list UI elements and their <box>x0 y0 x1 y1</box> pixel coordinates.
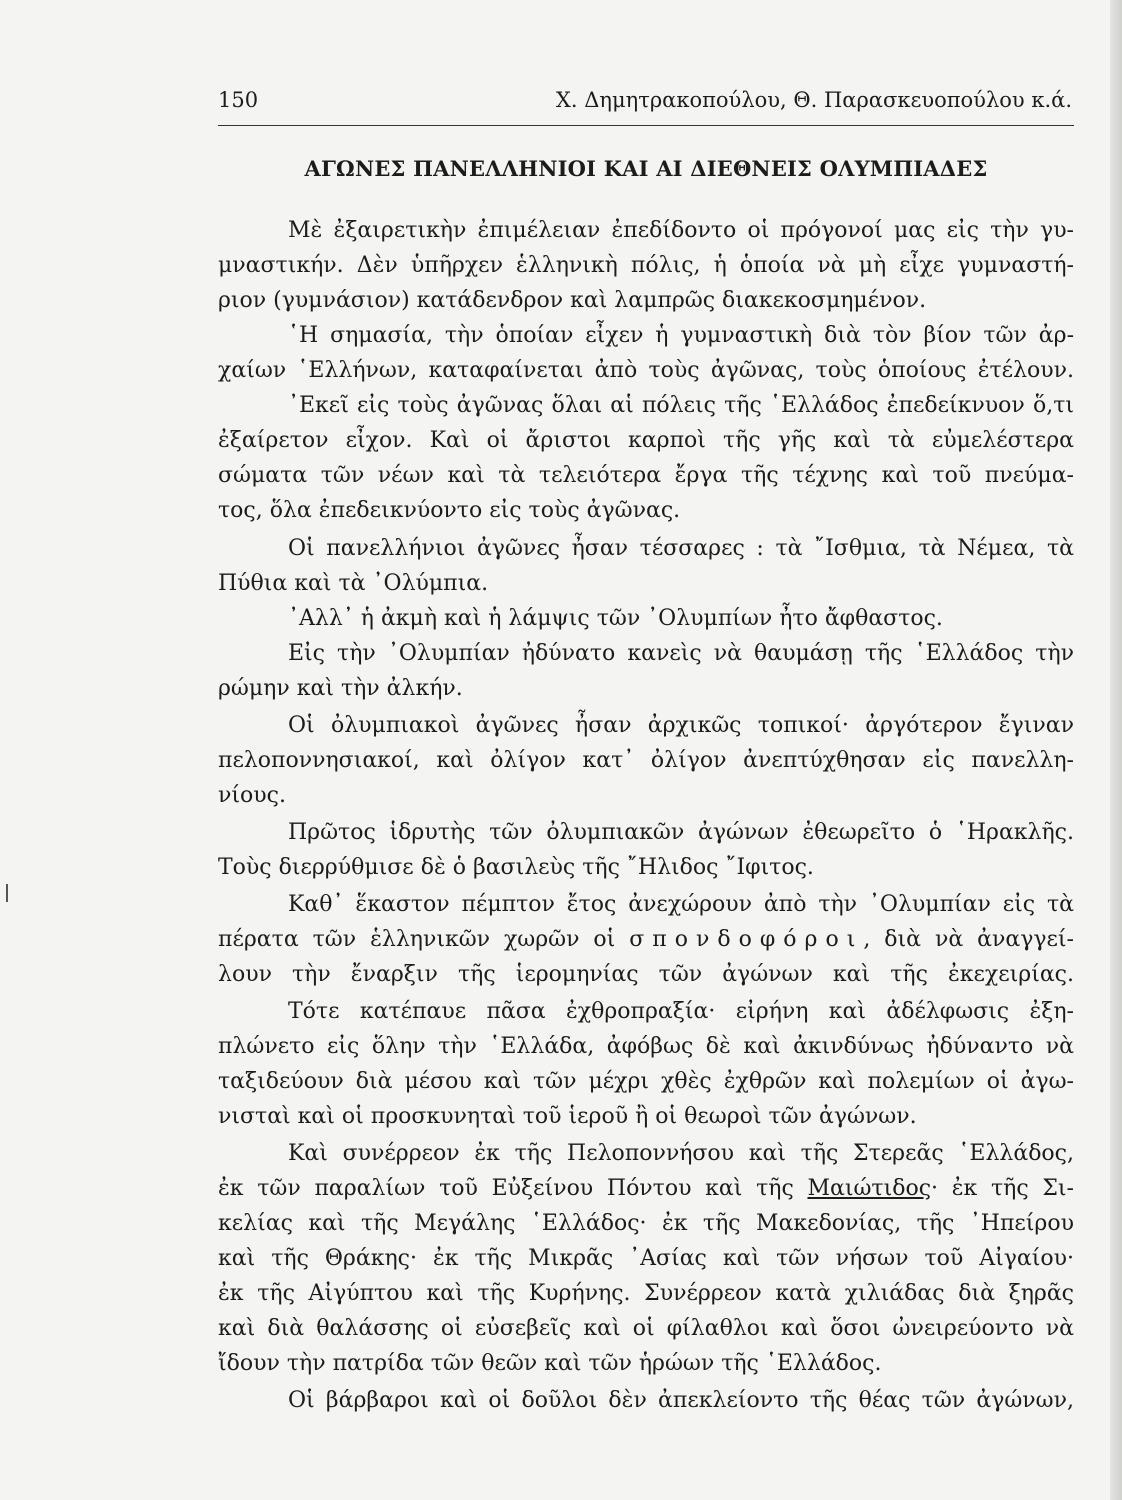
text-line: πελοποννησιακοί, καὶ ὀλίγον κατ᾿ ὀλίγον ἀνεπτύχθησαν εἰς πανελλη- <box>218 748 1074 773</box>
text-fragment: πέρατα τῶν ἑλληνικῶν χωρῶν οἱ <box>218 927 616 952</box>
text-line: ταξιδεύουν διὰ μέσου καὶ τῶν μέχρι χθὲς ἐχθρῶν καὶ πολεμίων οἱ ἀγω- <box>218 1069 1074 1094</box>
text-line <box>218 1172 1074 1206</box>
text-line <box>218 923 1074 957</box>
text-line: ἐξαίρετον εἶχον. Καὶ οἱ ἄριστοι καρποὶ τῆς γῆς καὶ τὰ εὐμελέστερα <box>218 428 1074 453</box>
text-line: κελίας καὶ τῆς Μεγάλης ῾Ελλάδος· ἐκ τῆς Μακεδονίας, τῆς ᾿Ηπείρου <box>218 1211 1074 1236</box>
text-line: Εἰς τὴν ᾿Ολυμπίαν ἠδύνατο κανεὶς νὰ θαυμάσῃ τῆς ῾Ελλάδος τὴν <box>288 641 1074 666</box>
text-line: λουν τὴν ἔναρξιν τῆς ἱερομηνίας τῶν ἀγώνων καὶ τῆς ἐκεχειρίας. <box>218 962 1074 987</box>
text-line: ᾿Αλλ᾿ ἡ ἀκμὴ καὶ ἡ λάμψις τῶν ᾿Ολυμπίων ἦτο ἄφθαστος. <box>288 606 943 631</box>
text-line: ἐκ τῆς Αἰγύπτου καὶ τῆς Κυρήνης. Συνέρρεον κατὰ χιλιάδας διὰ ξηρᾶς <box>218 1281 1074 1306</box>
text-line: μναστικήν. Δὲν ὑπῆρχεν ἑλληνικὴ πόλις, ἡ ὁποία νὰ μὴ εἶχε γυμναστή- <box>218 253 1074 278</box>
page-header <box>218 88 1072 120</box>
margin-mark <box>6 884 8 902</box>
text-line: πλώνετο εἰς ὅλην τὴν ῾Ελλάδα, ἀφόβως δὲ καὶ ἀκινδύνως ἠδύναντο νὰ <box>218 1034 1074 1059</box>
text-line: Καθ᾿ ἕκαστον πέμπτον ἔτος ἀνεχώρουν ἀπὸ τὴν ᾿Ολυμπίαν εἰς τὰ <box>288 892 1074 917</box>
text-line: Οἱ βάρβαροι καὶ οἱ δοῦλοι δὲν ἀπεκλείοντο τῆς θέας τῶν ἀγώνων, <box>288 1388 1074 1413</box>
text-line: Καὶ συνέρρεον ἐκ τῆς Πελοποννήσου καὶ τῆς Στερεᾶς ῾Ελλάδος, <box>288 1141 1074 1166</box>
text-line: Οἱ ὀλυμπιακοὶ ἀγῶνες ἦσαν ἀρχικῶς τοπικοί· ἀργότερον ἔγιναν <box>288 713 1074 738</box>
spaced-term: σπονδοφόροι <box>629 927 864 952</box>
text-line: Οἱ πανελλήνιοι ἀγῶνες ἦσαν τέσσαρες : τὰ ῎Ισθμια, τὰ Νέμεα, τὰ <box>288 536 1074 561</box>
text-line: ᾿Εκεῖ εἰς τοὺς ἀγῶνας ὅλαι αἱ πόλεις τῆς ῾Ελλάδος ἐπεδείκνυον ὅ,τι <box>288 393 1074 418</box>
page-number: 150 <box>218 88 259 112</box>
text-line: ῾Η σημασία, τὴν ὁποίαν εἶχεν ἡ γυμναστικὴ διὰ τὸν βίον τῶν ἀρ- <box>288 323 1074 348</box>
text-line: Τότε κατέπαυε πᾶσα ἐχθροπραξία· εἰρήνη καὶ ἀδέλφωσις ἐξη- <box>288 999 1074 1024</box>
header-rule <box>218 125 1074 126</box>
page-edge <box>1110 0 1122 1500</box>
text-line: Πρῶτος ἱδρυτὴς τῶν ὀλυμπιακῶν ἀγώνων ἐθεωρεῖτο ὁ ῾Ηρακλῆς. <box>288 820 1074 845</box>
text-line: Μὲ ἐξαιρετικὴν ἐπιμέλειαν ἐπεδίδοντο οἱ πρόγονοί μας εἰς τὴν γυ- <box>288 218 1074 243</box>
text-line: νίους. <box>218 783 286 808</box>
text-line: σώματα τῶν νέων καὶ τὰ τελειότερα ἔργα τῆς τέχνης καὶ τοῦ πνεύμα- <box>218 463 1074 488</box>
underlined-term: Μαιώτιδος <box>807 1176 932 1201</box>
text-line: Τοὺς διερρύθμισε δὲ ὁ βασιλεὺς τῆς ῎Ηλιδος ῎Ιφιτος. <box>218 855 814 880</box>
chapter-title: ΑΓΩΝΕΣ ΠΑΝΕΛΛΗΝΙΟΙ ΚΑΙ ΑΙ ΔΙΕΘΝΕΙΣ ΟΛΥΜΠΙΑΔΕΣ <box>304 156 988 181</box>
text-fragment: , διὰ νὰ ἀναγγεί- <box>863 927 1074 952</box>
running-head: Χ. Δημητρακοπούλου, Θ. Παρασκευοπούλου κ.ά. <box>555 88 1072 112</box>
text-line: χαίων ῾Ελλήνων, καταφαίνεται ἀπὸ τοὺς ἀγῶνας, τοὺς ὁποίους ἐτέλουν. <box>218 358 1074 383</box>
text-line: νισταὶ καὶ οἱ προσκυνηταὶ τοῦ ἱεροῦ ἢ οἱ θεωροὶ τῶν ἀγώνων. <box>218 1104 917 1129</box>
text-line: ριον (γυμνάσιον) κατάδενδρον καὶ λαμπρῶς διακεκοσμημένον. <box>218 288 927 313</box>
text-line: ἴδουν τὴν πατρίδα τῶν θεῶν καὶ τῶν ἡρώων τῆς ῾Ελλάδος. <box>218 1351 882 1376</box>
text-fragment: · ἐκ τῆς Σι- <box>931 1176 1074 1201</box>
text-line: Πύθια καὶ τὰ ᾿Ολύμπια. <box>218 571 489 596</box>
text-line: καὶ τῆς Θράκης· ἐκ τῆς Μικρᾶς ᾿Ασίας καὶ τῶν νήσων τοῦ Αἰγαίου· <box>218 1246 1074 1271</box>
text-fragment: ἐκ τῶν παραλίων τοῦ Εὐξείνου Πόντου καὶ τῆς <box>218 1176 794 1201</box>
text-line: καὶ διὰ θαλάσσης οἱ εὐσεβεῖς καὶ οἱ φίλαθλοι καὶ ὅσοι ὠνειρεύοντο νὰ <box>218 1316 1074 1341</box>
text-line: τος, ὅλα ἐπεδεικνύοντο εἰς τοὺς ἀγῶνας. <box>218 498 681 523</box>
text-line: ρώμην καὶ τὴν ἀλκήν. <box>218 676 463 701</box>
